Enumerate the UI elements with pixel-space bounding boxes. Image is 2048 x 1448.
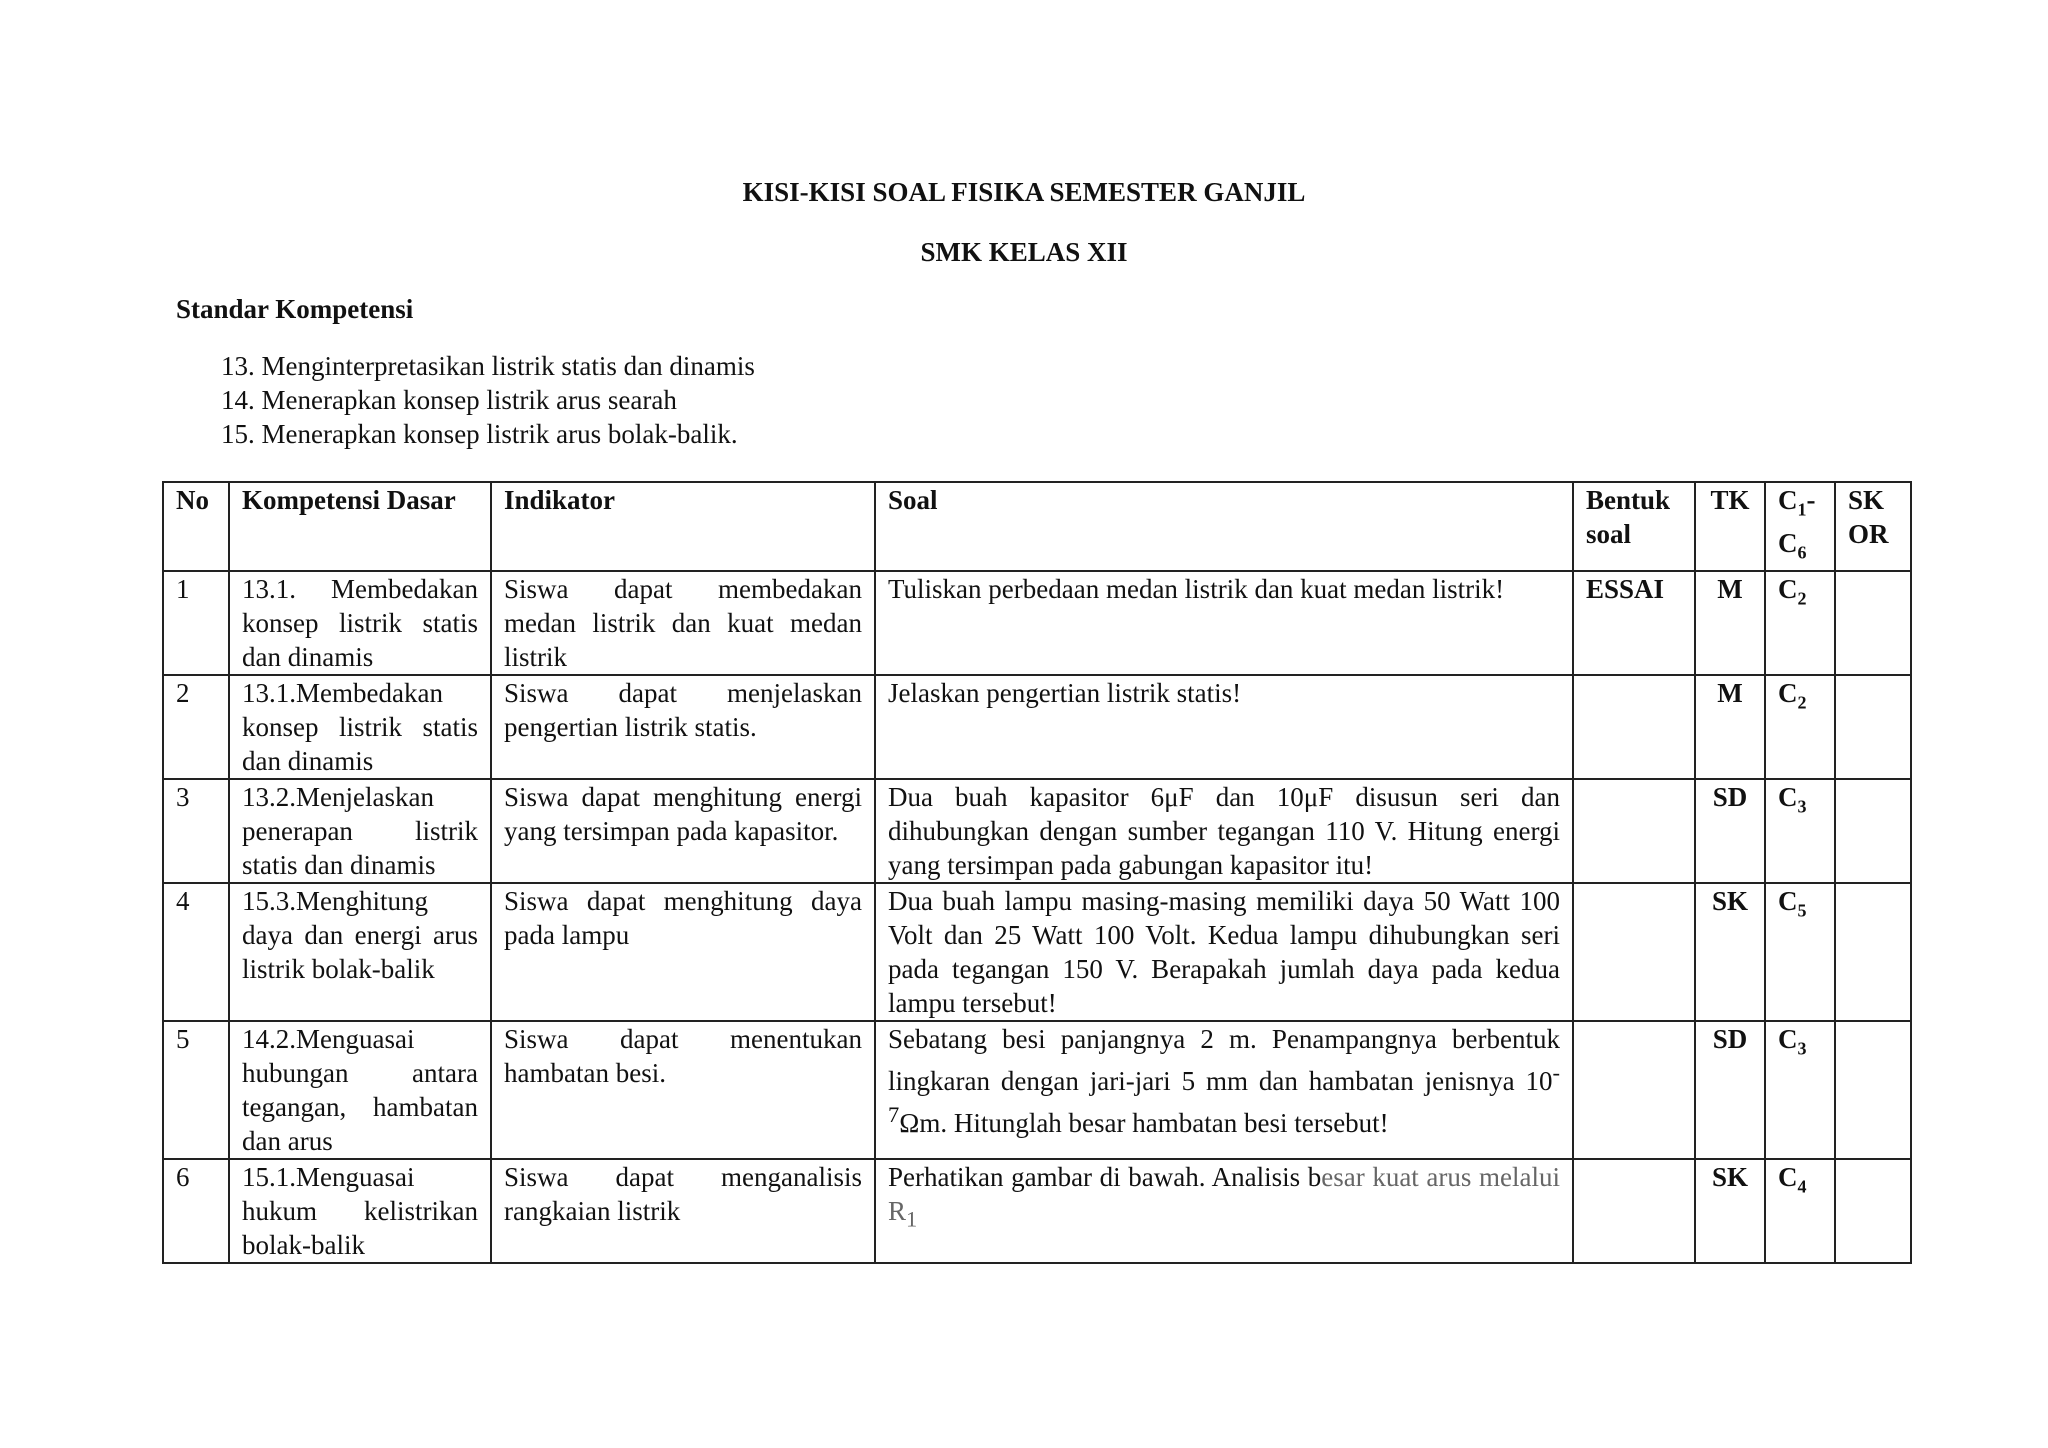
header-c-sub2: 6 <box>1797 542 1807 563</box>
cell-kompetensi-dasar: 13.1.Membedakan konsep listrik statis dan dinamis <box>229 675 491 779</box>
level-letter: C <box>1778 1023 1798 1054</box>
cell-soal <box>875 1021 1573 1159</box>
level-number: 3 <box>1797 1038 1807 1059</box>
soal-text-faded: esar kuat arus melalui R <box>888 1161 1560 1226</box>
cell-no: 1 <box>163 571 229 675</box>
table-row <box>163 675 1911 779</box>
header-kompetensi-dasar: Kompetensi Dasar <box>229 482 491 571</box>
cell-tk: SK <box>1695 1159 1765 1263</box>
question-grid-table <box>162 481 1912 1264</box>
header-c-sub1: 1 <box>1797 499 1807 520</box>
cell-bentuk-soal <box>1573 779 1695 883</box>
level-number: 2 <box>1797 588 1807 609</box>
soal-text-part2: Ωm. Hitunglah besar hambatan besi tersebut! <box>899 1107 1389 1138</box>
cell-bentuk-soal <box>1573 1159 1695 1263</box>
cell-skor <box>1835 675 1911 779</box>
cell-cognitive-level <box>1765 883 1835 1021</box>
cell-no: 4 <box>163 883 229 1021</box>
cell-skor <box>1835 1159 1911 1263</box>
cell-bentuk-soal <box>1573 1021 1695 1159</box>
cell-soal <box>875 1159 1573 1263</box>
level-letter: C <box>1778 885 1798 916</box>
header-no: No <box>163 482 229 571</box>
soal-text-part1: Perhatikan gambar di bawah. Analisis b <box>888 1161 1322 1192</box>
level-letter: C <box>1778 677 1798 708</box>
cell-cognitive-level <box>1765 1021 1835 1159</box>
cell-tk: SD <box>1695 1021 1765 1159</box>
list-item: 14. Menerapkan konsep listrik arus searah <box>221 385 677 415</box>
cell-skor <box>1835 883 1911 1021</box>
table-header-row <box>163 482 1911 571</box>
cell-bentuk-soal <box>1573 883 1695 1021</box>
level-letter: C <box>1778 573 1798 604</box>
table-row <box>163 1159 1911 1263</box>
header-tk: TK <box>1695 482 1765 571</box>
cell-no: 6 <box>163 1159 229 1263</box>
table-row <box>163 571 1911 675</box>
cell-tk: SK <box>1695 883 1765 1021</box>
soal-subscript: 1 <box>906 1206 918 1232</box>
header-cognitive-level <box>1765 482 1835 571</box>
header-indikator: Indikator <box>491 482 875 571</box>
cell-tk: SD <box>1695 779 1765 883</box>
cell-cognitive-level <box>1765 779 1835 883</box>
cell-no: 5 <box>163 1021 229 1159</box>
cell-indikator: Siswa dapat menghitung energi yang tersimpan pada kapasitor. <box>491 779 875 883</box>
cell-indikator: Siswa dapat membedakan medan listrik dan kuat medan listrik <box>491 571 875 675</box>
cell-soal: Dua buah lampu masing-masing memiliki daya 50 Watt 100 Volt dan 25 Watt 100 Volt. Kedua lampu dihubungkan seri pada tegangan 150 V. Berapakah jumlah daya pada kedua lampu tersebut! <box>875 883 1573 1021</box>
document-title: KISI-KISI SOAL FISIKA SEMESTER GANJIL <box>742 177 1306 207</box>
cell-bentuk-soal: ESSAI <box>1573 571 1695 675</box>
table-row <box>163 779 1911 883</box>
cell-kompetensi-dasar: 14.2.Menguasai hubungan antara tegangan, hambatan dan arus <box>229 1021 491 1159</box>
header-skor: SK OR <box>1835 482 1911 571</box>
cell-kompetensi-dasar: 13.1. Membedakan konsep listrik statis dan dinamis <box>229 571 491 675</box>
list-item: 13. Menginterpretasikan listrik statis dan dinamis <box>221 351 755 381</box>
standards-list <box>221 349 755 451</box>
header-bentuk-soal: Bentuk soal <box>1573 482 1695 571</box>
cell-skor <box>1835 571 1911 675</box>
cell-no: 3 <box>163 779 229 883</box>
cell-indikator: Siswa dapat menghitung daya pada lampu <box>491 883 875 1021</box>
cell-soal: Jelaskan pengertian listrik statis! <box>875 675 1573 779</box>
cell-kompetensi-dasar: 15.3.Menghitung daya dan energi arus listrik bolak-balik <box>229 883 491 1021</box>
cell-skor <box>1835 779 1911 883</box>
cell-bentuk-soal <box>1573 675 1695 779</box>
level-letter: C <box>1778 1161 1798 1192</box>
cell-no: 2 <box>163 675 229 779</box>
level-number: 5 <box>1797 900 1807 921</box>
cell-soal: Dua buah kapasitor 6μF dan 10μF disusun seri dan dihubungkan dengan sumber tegangan 110 V. Hitung energi yang tersimpan pada gabungan kapasitor itu! <box>875 779 1573 883</box>
level-number: 4 <box>1797 1176 1807 1197</box>
table-row <box>163 1021 1911 1159</box>
header-soal: Soal <box>875 482 1573 571</box>
level-letter: C <box>1778 781 1798 812</box>
cell-cognitive-level <box>1765 675 1835 779</box>
soal-text-part1: Sebatang besi panjangnya 2 m. Penampangnya berbentuk lingkaran dengan jari-jari 5 mm dan hambatan jenisnya 10 <box>888 1023 1560 1096</box>
cell-indikator: Siswa dapat menjelaskan pengertian listrik statis. <box>491 675 875 779</box>
document-subtitle: SMK KELAS XII <box>920 237 1128 267</box>
header-c-main-2: C <box>1778 528 1798 559</box>
header-c-main: C <box>1778 485 1798 515</box>
cell-indikator: Siswa dapat menganalisis rangkaian listrik <box>491 1159 875 1263</box>
cell-kompetensi-dasar: 13.2.Menjelaskan penerapan listrik statis dan dinamis <box>229 779 491 883</box>
cell-cognitive-level <box>1765 571 1835 675</box>
cell-indikator: Siswa dapat menentukan hambatan besi. <box>491 1021 875 1159</box>
soal-exponent: -7 <box>888 1059 1560 1127</box>
level-number: 3 <box>1797 796 1807 817</box>
cell-cognitive-level <box>1765 1159 1835 1263</box>
level-number: 2 <box>1797 692 1807 713</box>
header-c-dash: - <box>1806 485 1816 515</box>
list-item: 15. Menerapkan konsep listrik arus bolak-balik. <box>221 419 738 449</box>
cell-skor <box>1835 1021 1911 1159</box>
table-row <box>163 883 1911 1021</box>
section-heading: Standar Kompetensi <box>176 294 414 324</box>
cell-soal: Tuliskan perbedaan medan listrik dan kuat medan listrik! <box>875 571 1573 675</box>
cell-tk: M <box>1695 571 1765 675</box>
cell-kompetensi-dasar: 15.1.Menguasai hukum kelistrikan bolak-balik <box>229 1159 491 1263</box>
cell-tk: M <box>1695 675 1765 779</box>
